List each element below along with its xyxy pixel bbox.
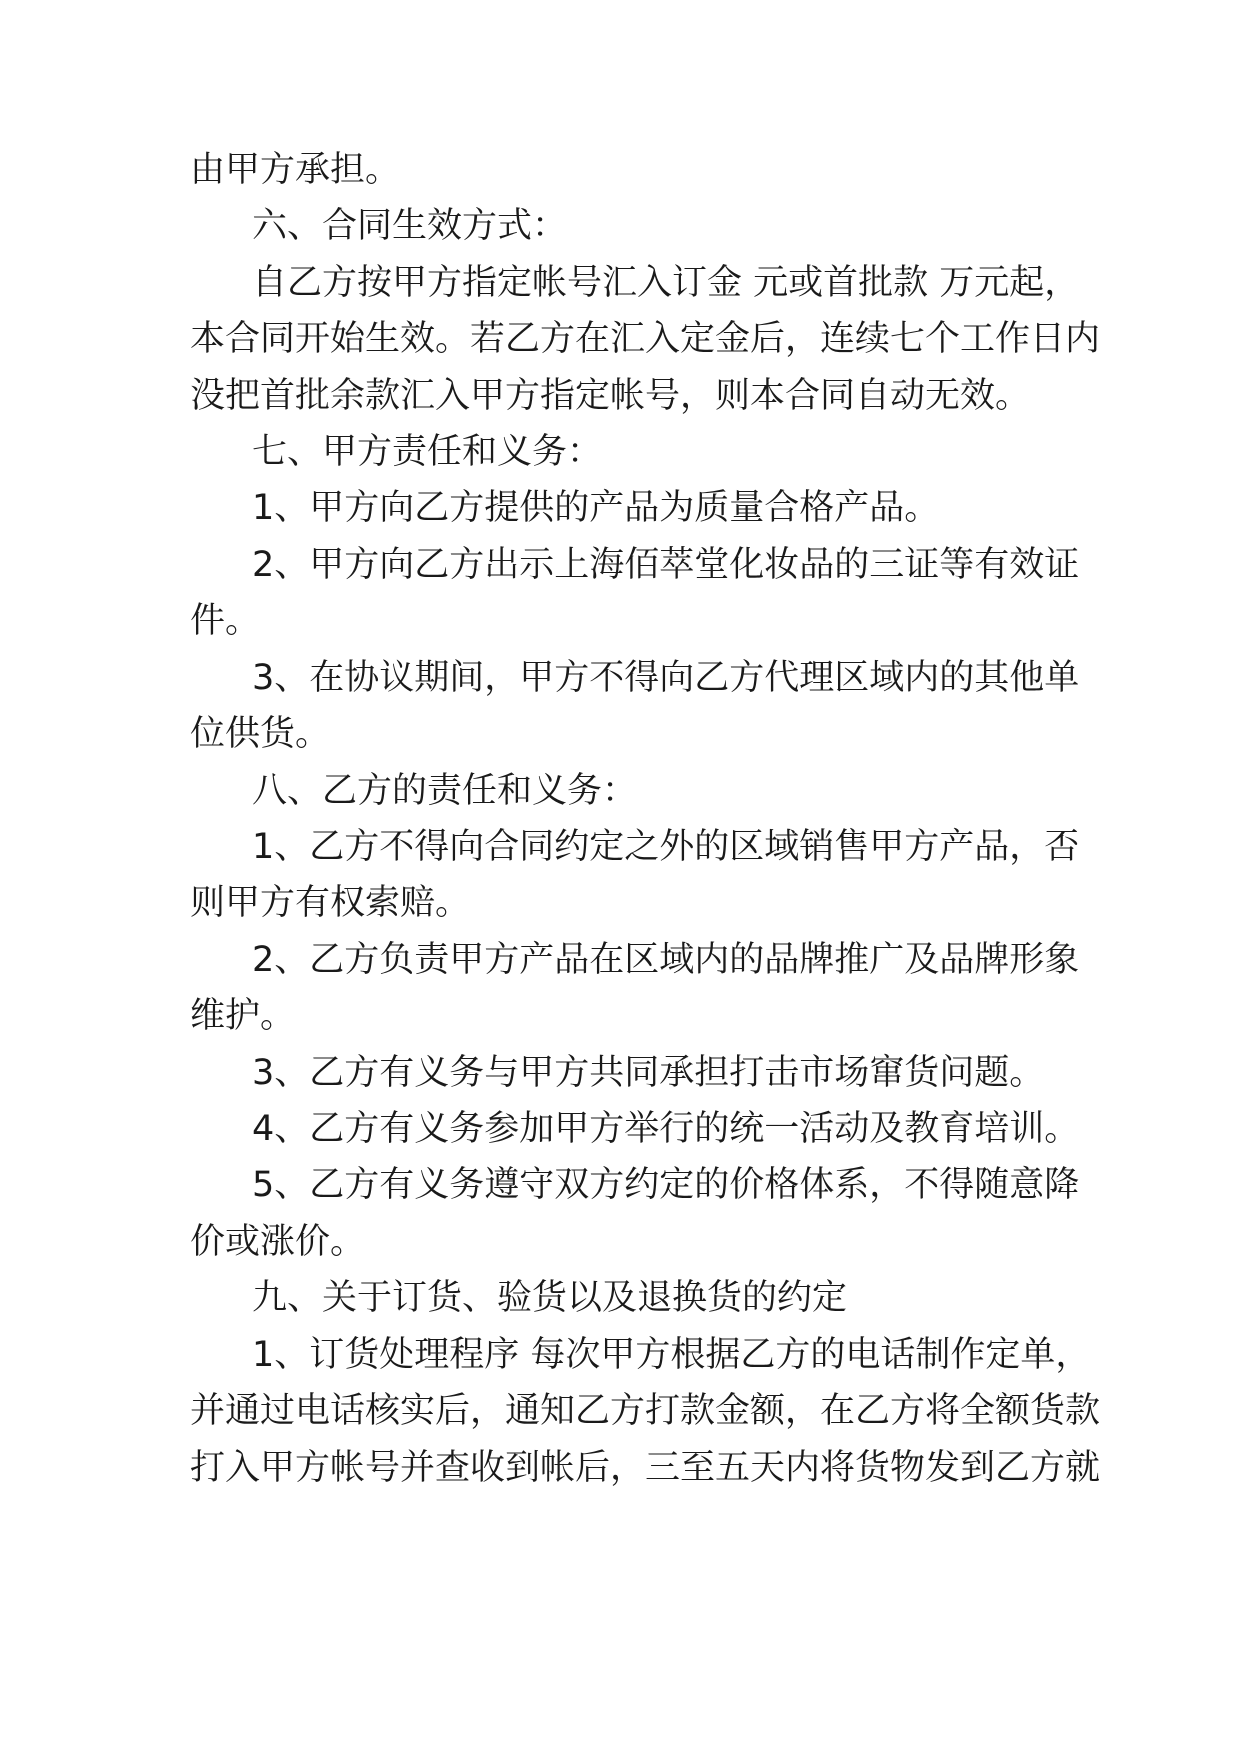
text-line: 3、乙方有义务与甲方共同承担打击市场窜货问题。 [252, 1053, 1045, 1093]
text-line: 并通过电话核实后，通知乙方打款金额，在乙方将全额货款 [190, 1391, 1101, 1431]
text-line: 1、乙方不得向合同约定之外的区域销售甲方产品，否 [252, 827, 1080, 867]
text-line: 没把首批余款汇入甲方指定帐号，则本合同自动无效。 [190, 376, 1031, 416]
section-heading: 六、合同生效方式： [252, 206, 568, 246]
text-line: 件。 [190, 601, 261, 641]
text-line: 则甲方有权索赔。 [190, 883, 471, 923]
section-heading: 七、甲方责任和义务： [252, 432, 603, 472]
text-line: 3、在协议期间，甲方不得向乙方代理区域内的其他单 [252, 658, 1080, 698]
text-line: 2、乙方负责甲方产品在区域内的品牌推广及品牌形象 [252, 940, 1080, 980]
text-line: 5、乙方有义务遵守双方约定的价格体系，不得随意降 [252, 1165, 1080, 1205]
text-line: 2、甲方向乙方出示上海佰萃堂化妆品的三证等有效证 [252, 545, 1080, 585]
text-line: 1、甲方向乙方提供的产品为质量合格产品。 [252, 488, 940, 528]
text-line: 位供货。 [190, 714, 331, 754]
text-line: 打入甲方帐号并查收到帐后，三至五天内将货物发到乙方就 [190, 1448, 1101, 1488]
text-line: 价或涨价。 [190, 1222, 366, 1262]
text-line: 自乙方按甲方指定帐号汇入订金 元或首批款 万元起， [252, 263, 1080, 303]
text-line: 4、乙方有义务参加甲方举行的统一活动及教育培训。 [252, 1109, 1080, 1149]
section-heading: 九、关于订货、验货以及退换货的约定 [252, 1278, 848, 1318]
text-line: 由甲方承担。 [190, 150, 401, 190]
text-line: 维护。 [190, 996, 296, 1036]
text-line: 本合同开始生效。若乙方在汇入定金后，连续七个工作日内 [190, 319, 1101, 359]
section-heading: 八、乙方的责任和义务： [252, 771, 638, 811]
text-line: 1、订货处理程序 每次甲方根据乙方的电话制作定单， [252, 1335, 1091, 1375]
